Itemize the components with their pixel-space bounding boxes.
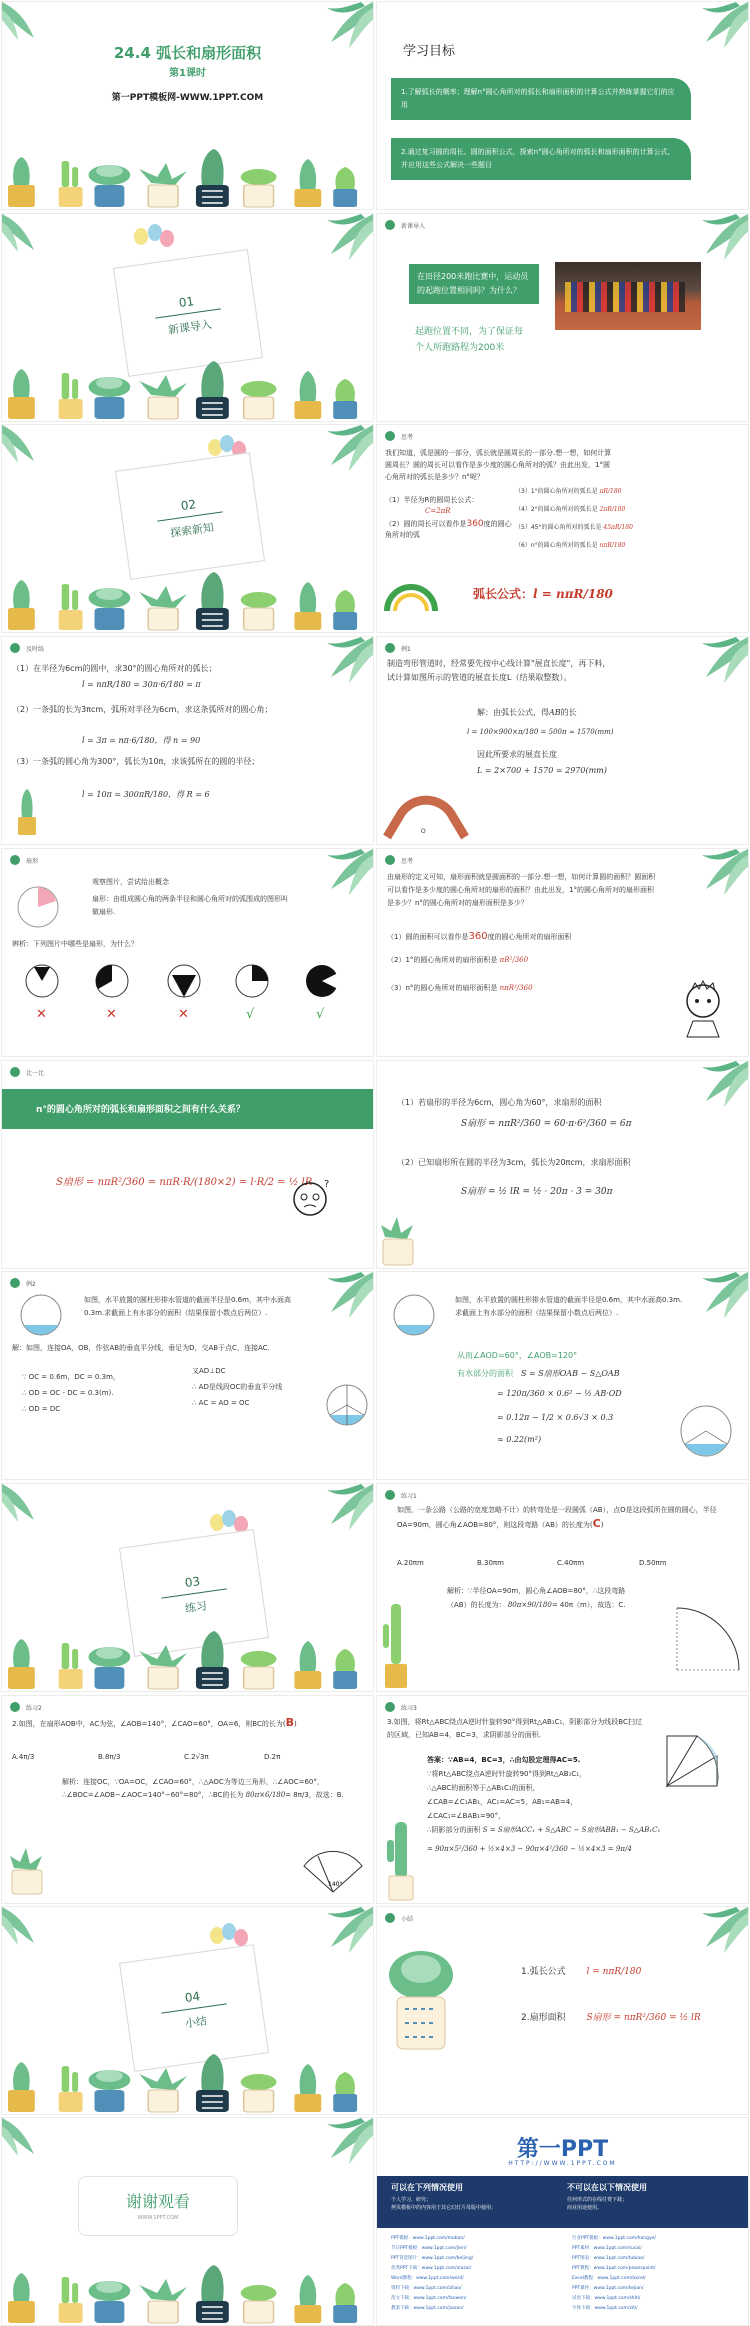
cover-title: 24.4 弧长和扇形面积	[113, 44, 262, 62]
a1-formula: l = nπR/180 = 30π·6/180 = π	[82, 680, 201, 689]
example-question: 制造弯形管道时，经常要先按中心线计算"展直长度"，再下料，试计算如图所示的管道的展直长度L（结果取整数）。	[387, 659, 611, 682]
slide-header	[385, 855, 413, 865]
resource-link[interactable]: 节日PPT模板：www.1ppt.com/jieri/	[391, 2246, 467, 2251]
sector-diagram-icon	[298, 1846, 368, 1898]
leaf-decoration-icon	[2, 1907, 50, 1947]
slide-header	[10, 1702, 42, 1712]
example-question: 如图，水平放置的圆柱形排水管道的截面半径是0.6m，其中水面高0.3m.求截面上有水部分的面积（结果保留小数点后两位）.	[84, 1296, 291, 1317]
a1-formula: S扇形 = nπR²/360 = 60·π·6²/360 = 6π	[461, 1119, 632, 1129]
usage-item-1: 个人学习、研究；	[391, 2197, 432, 2203]
analysis-text: 解析：连接OC，∵OA=OC，∠CAO=60°，∴△AOC为等边三角形，∴∠AOC=60°，∴∠BOC=∠AOB−∠AOC=140°−60°=80°，∴BC的长为 80π×6/180= 8π/3，故选：B.	[62, 1778, 344, 1799]
answer-line-2: ∵将Rt△ABC绕点A逆时针旋转90°得到Rt△AB₁C₁，	[427, 1770, 587, 1778]
cactus-row-icon	[2, 2052, 374, 2114]
leaf-decoration-icon	[678, 2, 748, 48]
sector-formula-label: 2.扇形面积 S扇形 = nπR²/360 = ½ lR	[521, 2013, 701, 2023]
a3-formula: l = 10π = 300πR/180，得 R = 6	[82, 790, 210, 799]
pipe-diagram-icon	[677, 1402, 735, 1460]
section-number: 03	[183, 1574, 202, 1591]
header-label: 练习3	[401, 1704, 417, 1712]
slide-example-2-cont	[376, 1271, 749, 1480]
resource-link[interactable]: Word教程：www.1ppt.com/word/	[391, 2276, 464, 2281]
rotation-diagram-icon	[657, 1716, 745, 1794]
pipe-section-icon	[18, 1292, 64, 1338]
mark-1: ✕	[36, 1007, 47, 1022]
section-frame	[113, 249, 263, 377]
slide-sector-practice	[376, 1060, 749, 1269]
answer-line-6: ∴阴影部分的面积 S = S扇形ACC₁ + S△ABC − S扇形ABB₁ − S△AB₁C₁	[427, 1826, 661, 1834]
header-dot-icon	[10, 1702, 20, 1712]
resource-link[interactable]: PPT模板：www.1ppt.com/moban/	[391, 2236, 465, 2241]
relation-formula: S扇形 = nπR²/360 = nπR·R/(180×2) = l·R/2 = ½ lR	[56, 1177, 313, 1188]
balloon-icon	[234, 1929, 248, 1946]
leaf-decoration-icon	[2, 2118, 50, 2158]
compare-banner: n°的圆心角所对的弧长和扇形面积之间有什么关系？	[2, 1089, 374, 1129]
resource-link[interactable]: PPT图表：www.1ppt.com/tubiao/	[572, 2256, 645, 2261]
answer-line-3: ∴△ABC的面积等于△AB₁C₁的面积，	[427, 1784, 540, 1792]
answer-text: 起跑位置不同，为了保证每个人所跑路程为200米	[415, 327, 524, 353]
area-calc: = 120π/360 × 0.6² − ½ AB·OD	[497, 1389, 622, 1398]
option-b: B.8π/3	[98, 1753, 121, 1761]
line-6: （6）n°的圆心角所对的弧长是 nπR/180	[515, 542, 626, 549]
mark-5: √	[316, 1007, 325, 1022]
section-number: 04	[183, 1989, 202, 2006]
nousage-title: 不可以在以下情况使用	[567, 2183, 647, 2192]
leaf-decoration-icon	[2, 1484, 50, 1524]
resource-link[interactable]: 行业PPT模板：www.1ppt.com/hangye/	[572, 2236, 656, 2241]
slide-practice-arc	[1, 636, 374, 845]
step-3: ∴ OD = DC	[22, 1405, 61, 1413]
resource-link[interactable]: 试卷下载：www.1ppt.com/shiti/	[572, 2296, 641, 2301]
slide-header	[385, 1490, 417, 1500]
header-dot-icon	[385, 220, 395, 230]
header-dot-icon	[385, 1913, 395, 1923]
brand-url: HTTP://WWW.1PPT.COM	[508, 2160, 617, 2167]
slide-header	[10, 855, 38, 865]
option-c: C.40πm	[557, 1559, 585, 1567]
potted-cactus-icon	[12, 787, 42, 837]
sector-options-icon	[12, 963, 372, 1003]
example-question: 如图，水平放置的圆柱形排水管道的截面半径是0.6m，其中水面高0.3m.求截面上有水部分的面积（结果保留小数点后两位）.	[455, 1296, 683, 1317]
header-dot-icon	[10, 1278, 20, 1288]
mark-4: √	[246, 1007, 255, 1022]
slide-header	[385, 643, 411, 653]
svg-text:O: O	[421, 828, 426, 835]
header-label: 练习1	[401, 1492, 417, 1500]
nousage-item-1: 任何形式的在线付费下载；	[567, 2197, 628, 2203]
resource-link[interactable]: 教案下载：www.1ppt.com/jiaoan/	[391, 2306, 464, 2311]
arc-road-icon	[673, 1604, 745, 1674]
resource-link[interactable]: 字体下载：www.1ppt.com/ziti/	[572, 2306, 638, 2311]
leaf-decoration-icon	[303, 1484, 373, 1530]
header-label: 练习2	[26, 1704, 42, 1712]
slide-exercise-3	[376, 1695, 749, 1904]
slide-header	[10, 643, 44, 653]
line-4: （4）2°的圆心角所对的弧长是 2πR/180	[515, 506, 626, 513]
line-3: （3）1°的圆心角所对的弧长是 πR/180	[515, 488, 622, 495]
slide-section-04	[1, 1906, 374, 2115]
a2-formula: S扇形 = ½ lR = ½ · 20π · 3 = 30π	[461, 1187, 613, 1197]
links-list	[391, 2234, 741, 2313]
answer-calc: = 90π×5²/360 + ½×4×3 − 90π×4²/360 − ½×4×3 = 9π/4	[427, 1845, 632, 1853]
slide-brand	[376, 2117, 749, 2326]
header-dot-icon	[10, 643, 20, 653]
header-label: 思考	[401, 433, 414, 441]
exercise-question: 3.如图，将Rt△ABC绕点A逆时针旋转90°得到Rt△AB₁C₁，阴影部分为线段BC扫过的区域，已知AB=4，BC=3，求阴影部分的面积.	[387, 1718, 642, 1739]
arc-formula-label: 弧长公式：l = nπR/180	[473, 587, 613, 601]
arc-rainbow-icon	[381, 575, 441, 615]
mark-3: ✕	[178, 1007, 189, 1022]
header-label: 新课导入	[401, 222, 426, 230]
step-2: ∴ OD = OC - DC = 0.3(m).	[22, 1389, 114, 1397]
section-number: 02	[179, 497, 198, 514]
balloon-icon	[134, 228, 148, 245]
q3-text: （3）一条弧的圆心角为300°，弧长为10π，求该弧所在的圆的半径；	[12, 757, 260, 766]
resource-link[interactable]: 优秀PPT下载：www.1ppt.com/xiazai/	[391, 2266, 472, 2271]
resource-link[interactable]: 范文下载：www.1ppt.com/fanwen/	[391, 2296, 467, 2301]
slide-example-2	[1, 1271, 374, 1480]
slide-section-03	[1, 1483, 374, 1692]
question-text: 辨析：下列图片中哪些是扇形，为什么？	[12, 940, 138, 948]
header-dot-icon	[385, 1702, 395, 1712]
resource-link[interactable]: PPT教程：www.1ppt.com/powerpoint/	[572, 2266, 656, 2271]
leaf-decoration-icon	[303, 849, 373, 895]
area-step: = 0.12π − 1/2 × 0.6√3 × 0.3	[497, 1413, 614, 1422]
leaf-decoration-icon	[678, 1272, 748, 1318]
arc-formula-label: 1.弧长公式 l = nπR/180	[521, 1967, 642, 1977]
option-a: A.20πm	[397, 1559, 424, 1567]
slide-exercise-2	[1, 1695, 374, 1904]
cactus-icon	[381, 1816, 421, 1902]
slide-section-02	[1, 424, 374, 633]
track-photo	[555, 262, 701, 330]
section-name: 新课导入	[167, 317, 213, 337]
step-1: ∵ OC = 0.6m，DC = 0.3m，	[22, 1373, 120, 1381]
leaf-decoration-icon	[303, 425, 373, 471]
header-dot-icon	[385, 855, 395, 865]
slide-section-01	[1, 213, 374, 422]
slide-header	[385, 431, 413, 441]
answer-line-1: 答案：∵AB=4，BC=3，∴由勾股定理得AC=5.	[427, 1756, 581, 1764]
header-label: 小结	[401, 1915, 414, 1923]
area-result: ≈ 0.22(m²)	[497, 1435, 542, 1444]
thinking-face-icon	[288, 1173, 338, 1223]
cactus-icon	[381, 1594, 411, 1690]
line-5: （5）45°的圆心角所对的弧长是 45πR/180	[515, 524, 633, 531]
leaf-decoration-icon	[303, 2118, 373, 2164]
goal-box-2: 2.通过复习圆的周长、圆的面积公式，探索n°圆心角所对的弧长和扇形面积的计算公式，并应用这些公式解决一些题目	[391, 138, 691, 180]
header-label: 比一比	[26, 1069, 45, 1077]
a2-formula: l = 3π = nπ·6/180，得 n = 90	[82, 736, 201, 745]
leaf-decoration-icon	[678, 1907, 748, 1953]
pipe-diagram-icon	[381, 777, 471, 843]
leaf-decoration-icon	[2, 425, 50, 465]
solution-line: 解：由弧长公式，得AB的长	[477, 708, 577, 717]
pipe-section-icon	[391, 1292, 437, 1338]
slide-header	[10, 1067, 44, 1077]
option-c: C.2√3π	[184, 1753, 209, 1761]
usage-title: 可以在下列情况使用	[391, 2183, 463, 2192]
section-name: 探索新知	[169, 520, 215, 540]
slide-arc-think	[376, 424, 749, 633]
leaf-decoration-icon	[678, 214, 748, 260]
leaf-decoration-icon	[678, 637, 748, 683]
pipe-diagram-icon	[324, 1382, 370, 1428]
sector-diagram-icon	[12, 881, 72, 931]
cactus-row-icon	[2, 2263, 374, 2325]
slide-thanks	[1, 2117, 374, 2326]
answer-line-5: ∠CAC₁=∠BAB₁=90°，	[427, 1812, 506, 1820]
question-box: 在田径200米跑比赛中，运动员的起跑位置相同吗？为什么？	[409, 264, 539, 304]
brand-text: 第一PPT模板网-WWW.1PPT.COM	[111, 93, 264, 103]
slide-header	[385, 220, 425, 230]
final-line: L = 2×700 + 1570 = 2970(mm)	[477, 766, 607, 775]
section-number: 01	[177, 294, 196, 311]
section-frame	[115, 452, 265, 580]
area-formula: S = S扇形OAB − S△OAB	[521, 1369, 620, 1378]
intro-text: 由扇形的定义可知，扇形面积就是圆面积的一部分.想一想，如何计算圆的面积？圆面积可以看作是多少度的圆心角所对的扇形的面积？由此出发，1°的圆心角所对的扇形面积是多少？n°的圆心角所对的扇形面积是多少？	[387, 873, 656, 907]
leaf-decoration-icon	[303, 1907, 373, 1953]
usage-item-2: 拷贝模板中的内容用于其它幻灯片母版中使用；	[391, 2205, 497, 2211]
slide-sector-think	[376, 848, 749, 1057]
resource-link[interactable]: PPT课件：www.1ppt.com/kejian/	[572, 2286, 644, 2291]
resource-link[interactable]: 资料下载：www.1ppt.com/ziliao/	[391, 2286, 462, 2291]
leaf-decoration-icon	[678, 849, 748, 895]
slide-header	[10, 1278, 36, 1288]
line-2: （2）圆的周长可以看作是360度的圆心角所对的弧	[385, 519, 512, 539]
area-label: 有水部分的面积	[457, 1369, 513, 1378]
slide-sector	[1, 848, 374, 1057]
option-b: B.30πm	[477, 1559, 504, 1567]
potted-plant-icon	[381, 1945, 461, 2053]
header-label: 及时练	[26, 645, 45, 653]
header-dot-icon	[385, 431, 395, 441]
slide-exercise-1	[376, 1483, 749, 1692]
calc-line: l = 100×900×π/180 = 500π ≈ 1570(mm)	[467, 728, 614, 736]
resource-link[interactable]: PPT素材：www.1ppt.com/sucai/	[572, 2246, 642, 2251]
thanks-title: 谢谢观看	[125, 2192, 190, 2211]
thinking-boy-icon	[673, 977, 733, 1047]
potted-plant-icon	[6, 1840, 50, 1896]
header-label: 扇形	[26, 857, 39, 865]
section-name: 练习	[184, 1599, 208, 1616]
thanks-card	[78, 2176, 238, 2236]
leaf-decoration-icon	[303, 637, 373, 683]
svg-text:140°: 140°	[328, 1881, 343, 1888]
nousage-item-2: 商业用途使用。	[567, 2205, 603, 2211]
potted-plant-icon	[377, 1207, 421, 1267]
leaf-decoration-icon	[678, 1061, 748, 1107]
leaf-decoration-icon	[303, 214, 373, 260]
option-a: A.4π/3	[12, 1753, 35, 1761]
answer-line-4: ∠CAB=∠C₁AB₁，AC₁=AC=5，AB₁=AB=4，	[427, 1798, 578, 1806]
step-6: ∴ AC = AO = OC	[192, 1399, 250, 1407]
line-2: （2）1°的圆心角所对的扇形面积是 πR²/360	[387, 956, 529, 964]
solution-text: 解：如图，连接OA，OB，作弦AB的垂直平分线，垂足为D，交AB于点C，连接AC.	[12, 1344, 270, 1352]
step-5: ∴ AD是线段OC的垂直平分线	[192, 1383, 283, 1391]
leaf-decoration-icon	[2, 214, 50, 254]
slide-goals	[376, 1, 749, 210]
observe-text: 观察图片，尝试给出概念	[92, 878, 169, 886]
q2-text: （2）一条弧的长为3πcm，弧所对半径为6cm，求这条弧所对的圆心角；	[12, 705, 273, 714]
resource-link[interactable]: PPT背景图片：www.1ppt.com/beijing/	[391, 2256, 474, 2261]
slide-header	[385, 1913, 413, 1923]
line-3: （3）n°的圆心角所对的扇形面积是 nπR²/360	[387, 984, 533, 992]
usage-panel	[377, 2176, 749, 2228]
header-label: 例2	[26, 1280, 36, 1288]
result-line: 因此所要求的展直长度	[477, 750, 557, 759]
cactus-row-icon	[2, 1629, 374, 1691]
intro-text: 我们知道，弧是圆的一部分，弧长就是圆周长的一部分.想一想，如何计算圆周长？圆的周长可以看作是多少度的圆心角所对的弧？由此出发，1°圆心角所对的弧长是多少？n°呢？	[385, 449, 612, 481]
svg-text:?: ?	[324, 1179, 330, 1190]
line-1: （1）半径为R的圆周长公式： C=2πR	[385, 496, 479, 515]
header-dot-icon	[385, 1490, 395, 1500]
goals-title: 学习目标	[403, 44, 456, 59]
option-d: D.2π	[264, 1753, 281, 1761]
exercise-question: 2.如图，在扇形AOB中，AC为弦，∠AOB=140°，∠CAO=60°，OA=6，则BC的长为(B)	[12, 1716, 297, 1729]
cactus-row-icon	[2, 570, 374, 632]
option-d: D.50πm	[639, 1559, 667, 1567]
slide-header	[385, 1702, 417, 1712]
slide-compare	[1, 1060, 374, 1269]
section-name: 小结	[184, 2014, 208, 2031]
q2-text: （2）已知扇形所在圆的半径为3cm，弧长为20πcm，求扇形面积	[397, 1158, 631, 1167]
analysis-text: 解析：∵半径OA=90m，圆心角∠AOB=80°，∴这段弯路（AB）的长度为： 80π×90/180= 40π（m），故选：C.	[447, 1587, 626, 1609]
slide-intro	[376, 213, 749, 422]
slide-cover	[1, 1, 374, 210]
brand-logo: 第一PPT	[516, 2137, 609, 2162]
q1-text: （1）在半径为6cm的圆中，求30°的圆心角所对的弧长；	[12, 664, 217, 673]
leaf-decoration-icon	[303, 1272, 373, 1318]
mark-2: ✕	[106, 1007, 117, 1022]
resource-link[interactable]: Excel教程：www.1ppt.com/excel/	[572, 2276, 646, 2281]
header-dot-icon	[10, 1067, 20, 1077]
exercise-question: 如图，一条公路（公路的宽度忽略不计）的转弯处是一段圆弧（AB），点O是这段弧所在圆的圆心，半径OA=90m，圆心角∠AOB=80°，则这段弯路（AB）的长度为(C)	[397, 1506, 717, 1530]
goal-box-1: 1.了解弧长的概率；理解n°圆心角所对的弧长和扇形面积的计算公式并熟练掌握它们的应用	[391, 78, 691, 120]
step-4: 又AD⊥DC	[192, 1367, 226, 1375]
thanks-sub: WWW.1PPT.COM	[137, 2215, 179, 2221]
line-1: （1）圆的面积可以看作是360度的圆心角所对的扇形面积	[387, 931, 572, 942]
angle-line: 从而∠AOD=60°，∠AOB=120°	[457, 1351, 578, 1360]
leaf-decoration-icon	[2, 2, 50, 42]
slide-summary	[376, 1906, 749, 2115]
balloon-icon	[160, 230, 174, 247]
header-label: 例1	[401, 645, 411, 653]
header-dot-icon	[10, 855, 20, 865]
header-dot-icon	[385, 643, 395, 653]
definition-text: 扇形：由组成圆心角的两条半径和圆心角所对的弧围成的图形叫做扇形.	[92, 895, 288, 916]
cactus-row-icon	[2, 147, 374, 209]
header-label: 思考	[401, 857, 414, 865]
cover-subtitle: 第1课时	[169, 68, 206, 79]
cactus-row-icon	[2, 359, 374, 421]
slide-example-1	[376, 636, 749, 845]
q1-text: （1）若扇形的半径为6cm，圆心角为60°，求扇形的面积	[397, 1098, 602, 1107]
